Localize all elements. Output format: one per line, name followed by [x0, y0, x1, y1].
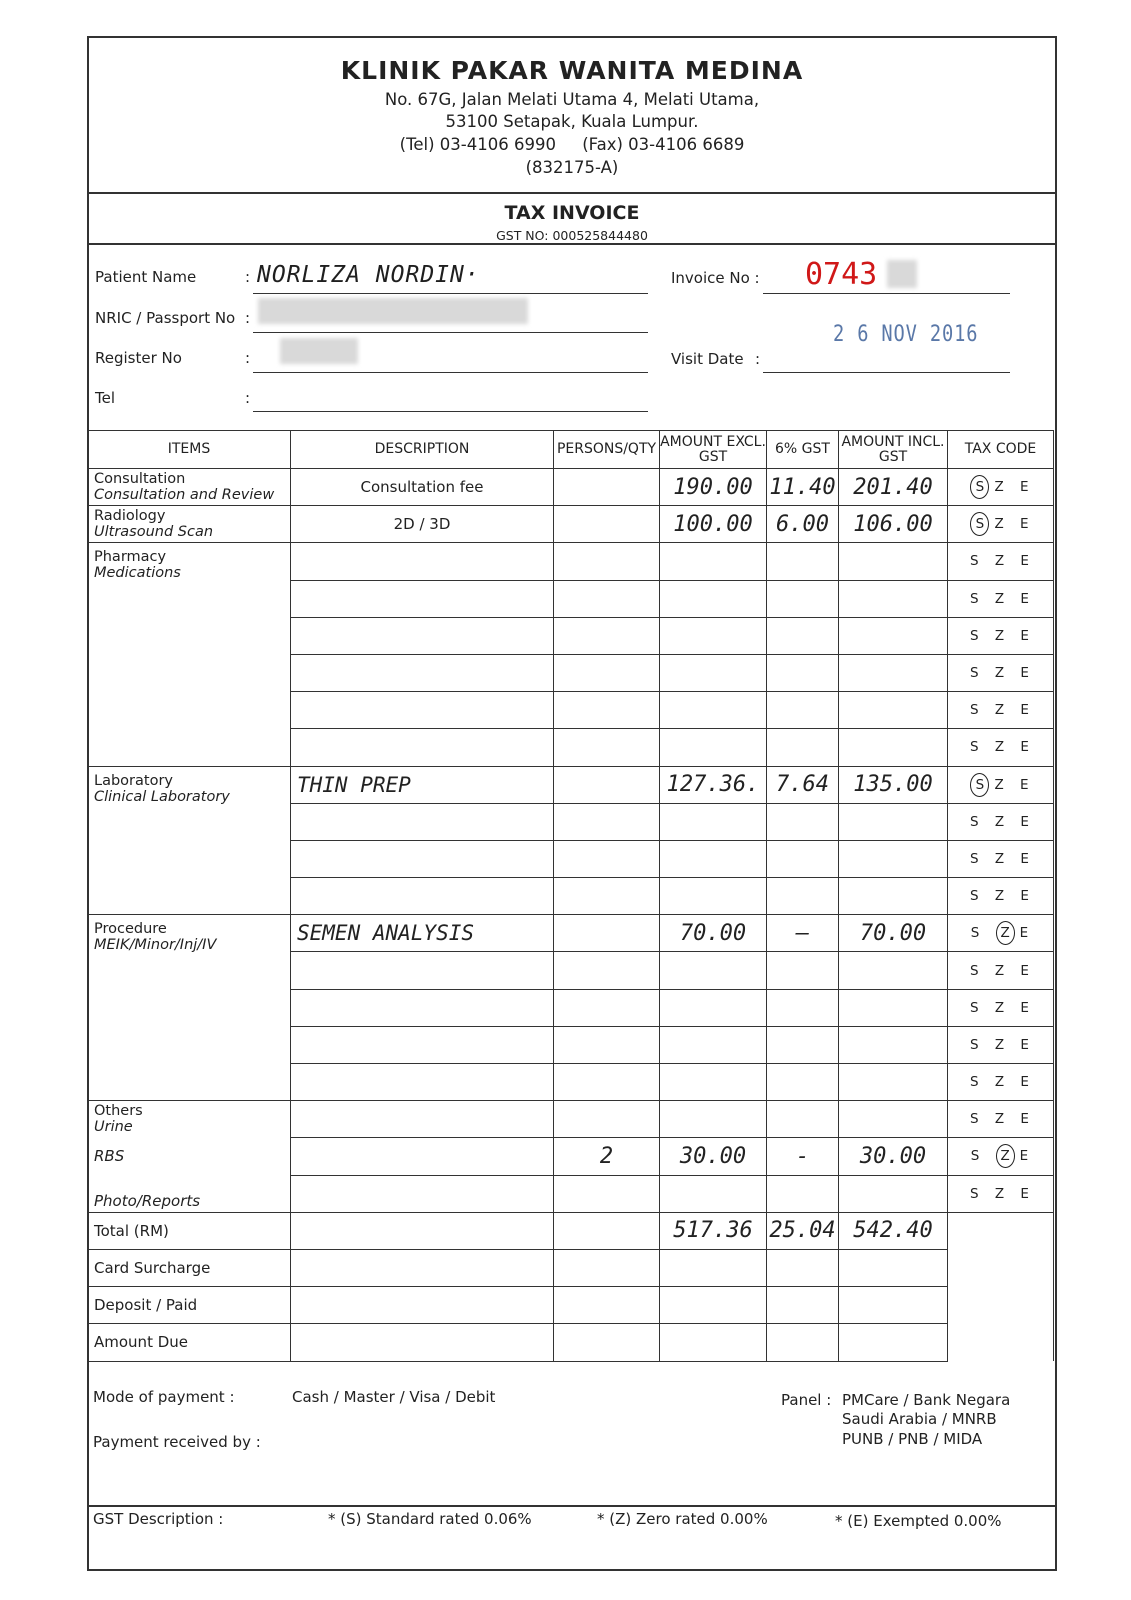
tax-code: S Z E [948, 692, 1054, 729]
colon: : [245, 389, 251, 407]
procedure-desc: SEMEN ANALYSIS [291, 915, 554, 952]
colon: : [245, 309, 251, 327]
invoice-no-label: Invoice No : [671, 269, 760, 287]
category-others: Others Urine [88, 1101, 291, 1138]
surcharge-row [88, 1249, 1054, 1286]
visit-date-stamp: 2 6 NOV 2016 [833, 322, 979, 347]
circled-code: Z [996, 921, 1015, 945]
header-description: DESCRIPTION [291, 431, 554, 469]
laboratory-tax-code: S Z E [948, 766, 1054, 803]
rbs-gst: - [767, 1138, 839, 1175]
consultation-desc: Consultation fee [291, 469, 554, 506]
table-row [88, 1175, 1054, 1212]
redacted-invoice-digit [887, 260, 917, 288]
panel-line1: PMCare / Bank Negara [842, 1391, 1011, 1409]
header-amount-incl: AMOUNT INCL. GST [839, 431, 948, 469]
patient-name-line [253, 293, 648, 294]
category-consultation: Consultation Consultation and Review [88, 469, 291, 506]
rbs-tax-code: S Z E [948, 1138, 1054, 1175]
gst-number: GST NO: 000525844480 [496, 228, 648, 243]
category-laboratory: Laboratory Clinical Laboratory [88, 766, 291, 915]
rbs-excl: 30.00 [660, 1138, 767, 1175]
invoice-no-value: 0743 [805, 257, 878, 292]
panel-line3: PUNB / PNB / MIDA [842, 1430, 983, 1448]
radiology-desc: 2D / 3D [291, 506, 554, 543]
tax-code: S Z E [948, 654, 1054, 691]
category-procedure: Procedure MEIK/Minor/Inj/IV [88, 915, 291, 1101]
total-label: Total (RM) [88, 1212, 291, 1249]
procedure-incl: 70.00 [839, 915, 948, 952]
header-divider [87, 192, 1057, 194]
mode-of-payment-label: Mode of payment : [93, 1388, 235, 1406]
tax-code: S Z E [948, 1026, 1054, 1063]
consultation-excl: 190.00 [660, 469, 767, 506]
colon: : [755, 350, 761, 368]
title-divider [87, 243, 1057, 245]
tax-code: S Z E [948, 617, 1054, 654]
table-row [88, 766, 1054, 803]
tax-code-blank [948, 1212, 1054, 1361]
rbs-label: RBS [88, 1138, 291, 1175]
tax-code: S Z E [948, 989, 1054, 1026]
radiology-qty [554, 506, 660, 543]
tel-label: Tel [95, 389, 116, 407]
register-label: Register No [95, 349, 182, 367]
visit-date-label: Visit Date [671, 350, 744, 368]
header-gst: 6% GST [767, 431, 839, 469]
clinic-registration: (832175-A) [525, 158, 619, 177]
deposit-row [88, 1287, 1054, 1324]
table-row [88, 543, 1054, 580]
clinic-address-line1: No. 67G, Jalan Melati Utama 4, Melati Utama, [384, 90, 760, 109]
clinic-address-line2: 53100 Setapak, Kuala Lumpur. [445, 112, 699, 131]
circled-code: S [970, 512, 989, 536]
procedure-excl: 70.00 [660, 915, 767, 952]
table-row [88, 1138, 1054, 1175]
total-row [88, 1212, 1054, 1249]
card-surcharge-label: Card Surcharge [88, 1249, 291, 1286]
clinic-phone-fax: (Tel) 03-4106 6990 (Fax) 03-4106 6689 [399, 135, 745, 154]
radiology-excl: 100.00 [660, 506, 767, 543]
deposit-label: Deposit / Paid [88, 1287, 291, 1324]
laboratory-gst: 7.64 [767, 766, 839, 803]
invoice-title: TAX INVOICE [504, 202, 640, 224]
rbs-qty: 2 [554, 1138, 660, 1175]
category-pharmacy: Pharmacy Medications [88, 543, 291, 766]
tax-code: S Z E [948, 1064, 1054, 1101]
rbs-incl: 30.00 [839, 1138, 948, 1175]
patient-name-label: Patient Name [95, 268, 197, 286]
total-incl: 542.40 [839, 1212, 948, 1249]
nric-line [253, 332, 648, 333]
laboratory-excl: 127.36. [660, 766, 767, 803]
header-row [88, 431, 1054, 469]
colon: : [245, 268, 251, 286]
clinic-name: KLINIK PAKAR WANITA MEDINA [340, 56, 804, 85]
circled-code: S [970, 773, 989, 797]
consultation-tax-code: S Z E [948, 469, 1054, 506]
gst-standard-rated: * (S) Standard rated 0.06% [328, 1510, 532, 1528]
gst-description-label: GST Description : [93, 1510, 224, 1528]
tax-code: S Z E [948, 729, 1054, 766]
photo-reports-label: Photo/Reports [88, 1175, 291, 1212]
table-row [88, 1101, 1054, 1138]
table-row [88, 915, 1054, 952]
redacted-register [280, 338, 358, 364]
laboratory-desc: THIN PREP [291, 766, 554, 803]
tax-code: S Z E [948, 803, 1054, 840]
tax-code: S Z E [948, 1175, 1054, 1212]
table-row [88, 469, 1054, 506]
consultation-incl: 201.40 [839, 469, 948, 506]
patient-name-value: NORLIZA NORDIN· [257, 262, 480, 288]
circled-code: Z [996, 1144, 1015, 1168]
consultation-qty [554, 469, 660, 506]
nric-label: NRIC / Passport No [95, 309, 236, 327]
consultation-gst: 11.40 [767, 469, 839, 506]
header-items: ITEMS [88, 431, 291, 469]
tax-code: S Z E [948, 840, 1054, 877]
gst-exempted: * (E) Exempted 0.00% [835, 1512, 1002, 1530]
tax-code: S Z E [948, 878, 1054, 915]
panel-label: Panel : [781, 1391, 832, 1409]
payment-received-label: Payment received by : [93, 1433, 261, 1451]
category-radiology: Radiology Ultrasound Scan [88, 506, 291, 543]
total-excl: 517.36 [660, 1212, 767, 1249]
tax-code: S Z E [948, 1101, 1054, 1138]
redacted-nric [258, 298, 528, 324]
panel-line2: Saudi Arabia / MNRB [842, 1410, 997, 1428]
procedure-gst: – [767, 915, 839, 952]
circled-code: S [970, 475, 989, 499]
procedure-tax-code: S Z E [948, 915, 1054, 952]
visit-date-line [763, 372, 1010, 373]
table-row [88, 506, 1054, 543]
tel-line [253, 411, 648, 412]
gst-zero-rated: * (Z) Zero rated 0.00% [597, 1510, 768, 1528]
radiology-gst: 6.00 [767, 506, 839, 543]
tax-code: S Z E [948, 543, 1054, 580]
laboratory-incl: 135.00 [839, 766, 948, 803]
tax-code: S Z E [948, 580, 1054, 617]
payment-modes: Cash / Master / Visa / Debit [292, 1388, 496, 1406]
radiology-incl: 106.00 [839, 506, 948, 543]
colon: : [245, 349, 251, 367]
register-line [253, 372, 648, 373]
invoice-no-line [763, 293, 1010, 294]
footer-divider [87, 1505, 1057, 1507]
header-amount-excl: AMOUNT EXCL. GST [660, 431, 767, 469]
tax-code: S Z E [948, 952, 1054, 989]
header-tax-code: TAX CODE [948, 431, 1054, 469]
items-table [87, 430, 1054, 1362]
amount-due-label: Amount Due [88, 1324, 291, 1361]
total-gst: 25.04 [767, 1212, 839, 1249]
header-qty: PERSONS/QTY [554, 431, 660, 469]
radiology-tax-code: S Z E [948, 506, 1054, 543]
amount-due-row [88, 1324, 1054, 1361]
